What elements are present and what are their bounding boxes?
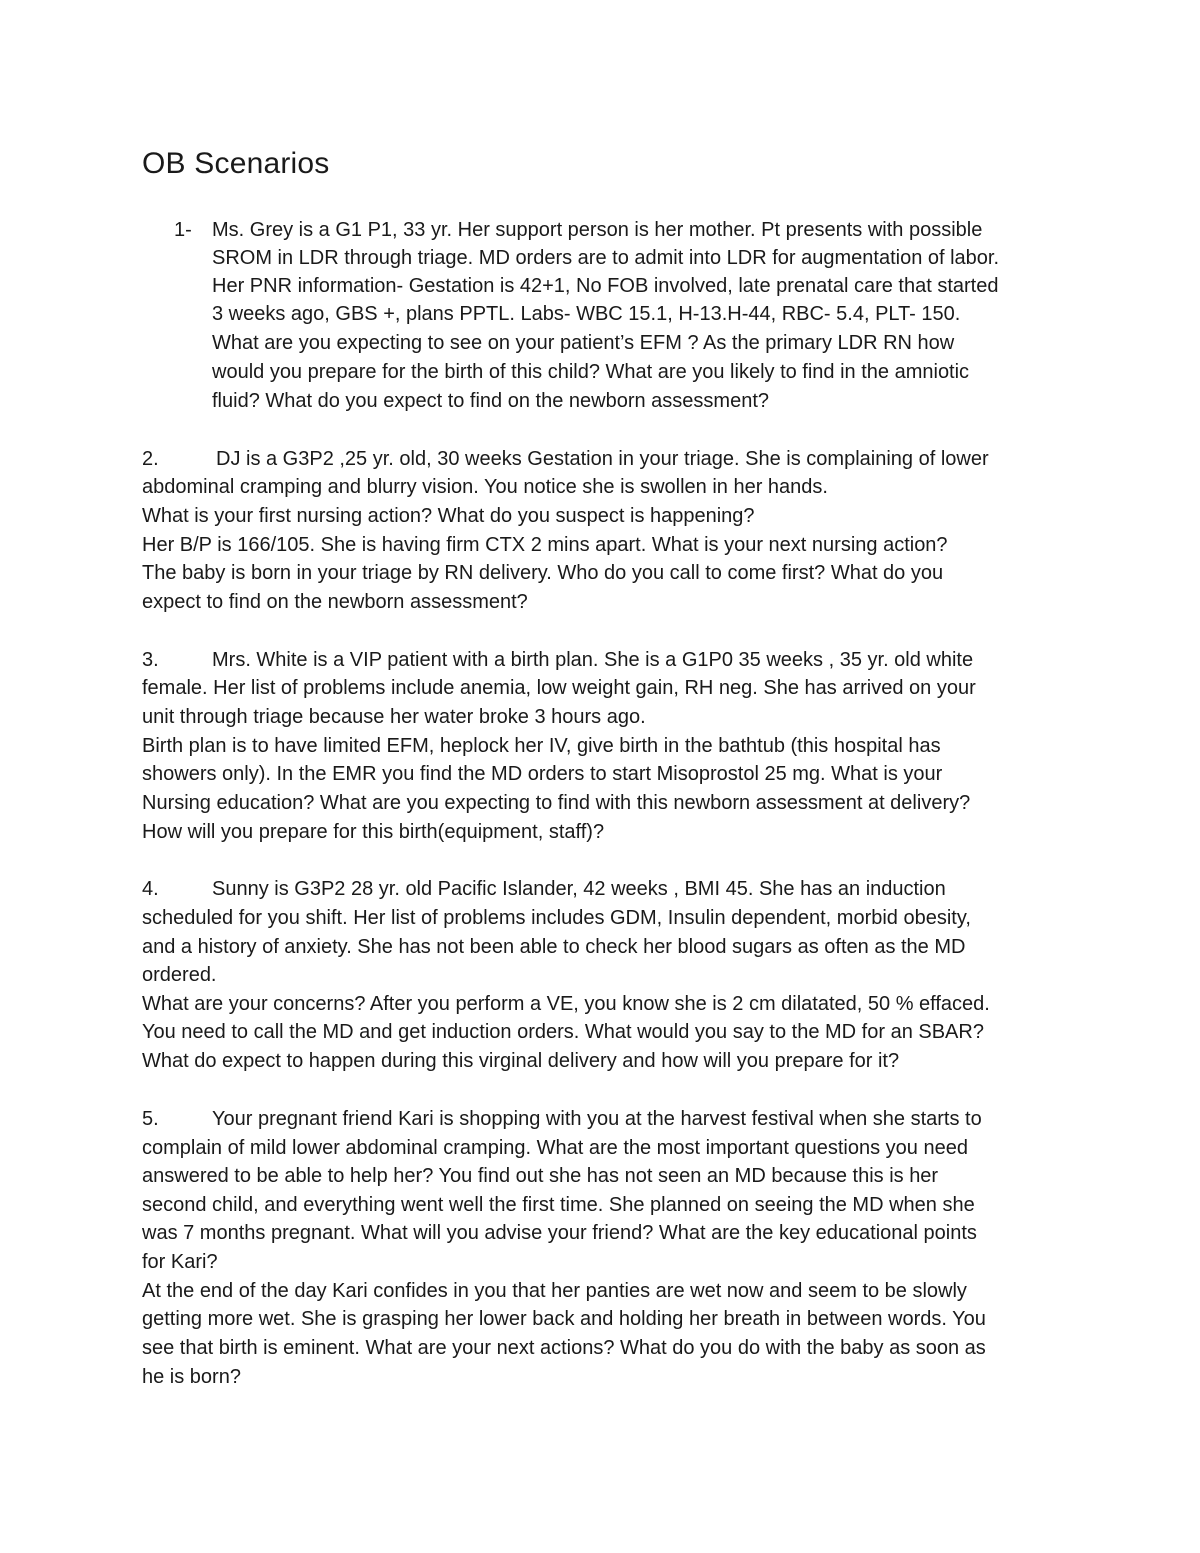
scenario-line: second child, and everything went well the first time. She planned on seeing the MD when she <box>142 1194 975 1216</box>
scenario-line: for Kari? <box>142 1251 218 1273</box>
scenario-line: scheduled for you shift. Her list of problems includes GDM, Insulin dependent, morbid obesity, <box>142 907 971 929</box>
scenario-line: Birth plan is to have limited EFM, heplock her IV, give birth in the bathtub (this hospital has <box>142 735 941 757</box>
scenario-line: and a history of anxiety. She has not been able to check her blood sugars as often as the MD <box>142 936 966 958</box>
scenario-line: he is born? <box>142 1366 241 1388</box>
scenario-line: Her B/P is 166/105. She is having firm CTX 2 mins apart. What is your next nursing action? <box>142 534 948 556</box>
scenario-line: At the end of the day Kari confides in you that her panties are wet now and seem to be slowly <box>142 1280 967 1302</box>
scenario-line: ordered. <box>142 964 217 986</box>
scenario-line: complain of mild lower abdominal cramping. What are the most important questions you need <box>142 1137 968 1159</box>
scenario-line: expect to find on the newborn assessment? <box>142 591 528 613</box>
scenario-line: The baby is born in your triage by RN delivery. Who do you call to come first? What do you <box>142 562 944 584</box>
document-title: OB Scenarios <box>142 147 330 180</box>
scenario-number: 2. <box>142 448 159 470</box>
scenario-line: Mrs. White is a VIP patient with a birth plan. She is a G1P0 35 weeks , 35 yr. old white <box>212 649 974 671</box>
scenario-line: What do expect to happen during this virginal delivery and how will you prepare for it? <box>142 1050 900 1072</box>
scenario-line: Her PNR information- Gestation is 42+1, No FOB involved, late prenatal care that started <box>212 275 999 297</box>
scenario-line: see that birth is eminent. What are your next actions? What do you do with the baby as soon as <box>142 1337 986 1359</box>
scenario-line: What are you expecting to see on your patient’s EFM ? As the primary LDR RN how <box>212 332 955 354</box>
scenario-line: getting more wet. She is grasping her lower back and holding her breath in between words. You <box>142 1308 986 1330</box>
scenario-line: DJ is a G3P2 ,25 yr. old, 30 weeks Gestation in your triage. She is complaining of lower <box>216 448 989 470</box>
scenario-line: What are your concerns? After you perform a VE, you know she is 2 cm dilatated, 50 % effaced. <box>142 993 990 1015</box>
scenario-line: showers only). In the EMR you find the MD orders to start Misoprostol 25 mg. What is your <box>142 763 943 785</box>
scenario-line: You need to call the MD and get induction orders. What would you say to the MD for an SBAR? <box>142 1021 984 1043</box>
scenario-number: 3. <box>142 649 159 671</box>
scenario-line: Nursing education? What are you expecting to find with this newborn assessment at delivery? <box>142 792 971 814</box>
scenario-number: 1- <box>174 219 192 241</box>
scenario-number: 4. <box>142 878 159 900</box>
scenario-line: abdominal cramping and blurry vision. You notice she is swollen in her hands. <box>142 476 828 498</box>
scenario-line: What is your first nursing action? What do you suspect is happening? <box>142 505 755 527</box>
scenario-line: How will you prepare for this birth(equipment, staff)? <box>142 821 605 843</box>
scenario-line: answered to be able to help her? You find out she has not seen an MD because this is her <box>142 1165 939 1187</box>
scenario-line: would you prepare for the birth of this child? What are you likely to find in the amniotic <box>212 361 970 383</box>
scenario-line: fluid? What do you expect to find on the newborn assessment? <box>212 390 770 412</box>
scenario-line: Sunny is G3P2 28 yr. old Pacific Islander, 42 weeks , BMI 45. She has an induction <box>212 878 946 900</box>
scenario-line: unit through triage because her water broke 3 hours ago. <box>142 706 646 728</box>
scenario-line: SROM in LDR through triage. MD orders are to admit into LDR for augmentation of labor. <box>212 247 1000 269</box>
scenario-line: female. Her list of problems include anemia, low weight gain, RH neg. She has arrived on your <box>142 677 976 699</box>
scenario-line: was 7 months pregnant. What will you advise your friend? What are the key educational points <box>142 1222 977 1244</box>
scenario-line: Ms. Grey is a G1 P1, 33 yr. Her support person is her mother. Pt presents with possible <box>212 219 983 241</box>
scenario-number: 5. <box>142 1108 159 1130</box>
scenario-line: 3 weeks ago, GBS +, plans PPTL. Labs- WBC 15.1, H-13.H-44, RBC- 5.4, PLT- 150. <box>212 303 961 325</box>
scenario-line: Your pregnant friend Kari is shopping with you at the harvest festival when she starts to <box>212 1108 982 1130</box>
